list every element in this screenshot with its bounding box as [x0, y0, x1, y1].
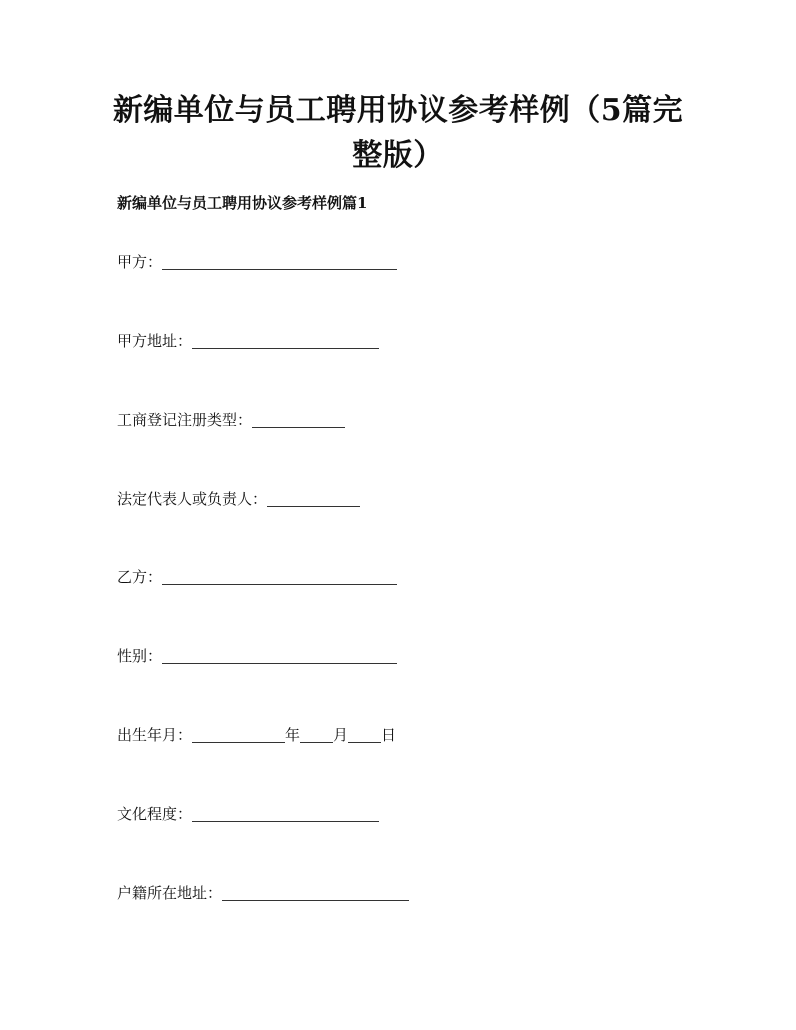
field-party-b	[117, 567, 397, 587]
field-education-level	[117, 804, 379, 824]
document-title-line-2: 整版）	[352, 138, 444, 173]
field-business-registration-type	[117, 410, 345, 430]
field-label: 甲方地址：	[117, 332, 193, 350]
blank-line	[348, 726, 381, 743]
section-heading: 新编单位与员工聘用协议参考样例篇1	[117, 194, 368, 212]
field-party-a-address	[117, 331, 379, 351]
blank-line	[300, 726, 333, 743]
blank-line	[162, 568, 397, 585]
field-label: 文化程度：	[117, 805, 193, 823]
field-label: 出生年月：	[117, 726, 193, 744]
year-label: 年	[285, 726, 301, 744]
field-gender	[117, 646, 397, 666]
field-party-a	[117, 252, 397, 272]
day-label: 日	[381, 726, 397, 744]
field-label: 性别：	[117, 647, 163, 665]
field-legal-representative	[117, 489, 360, 509]
blank-line	[192, 805, 379, 822]
field-birth-date	[117, 725, 396, 745]
blank-line	[162, 253, 397, 270]
field-label: 法定代表人或负责人：	[117, 490, 268, 508]
blank-line	[252, 411, 345, 428]
blank-line	[192, 332, 379, 349]
month-label: 月	[333, 726, 349, 744]
blank-line	[222, 884, 409, 901]
field-label: 乙方：	[117, 568, 163, 586]
field-label: 甲方：	[117, 253, 163, 271]
field-label: 工商登记注册类型：	[117, 411, 253, 429]
blank-line	[162, 647, 397, 664]
document-title-line-1: 新编单位与员工聘用协议参考样例（5篇完	[112, 93, 684, 128]
field-household-address	[117, 883, 409, 903]
blank-line	[192, 726, 285, 743]
blank-line	[267, 490, 360, 507]
field-label: 户籍所在地址：	[117, 884, 223, 902]
